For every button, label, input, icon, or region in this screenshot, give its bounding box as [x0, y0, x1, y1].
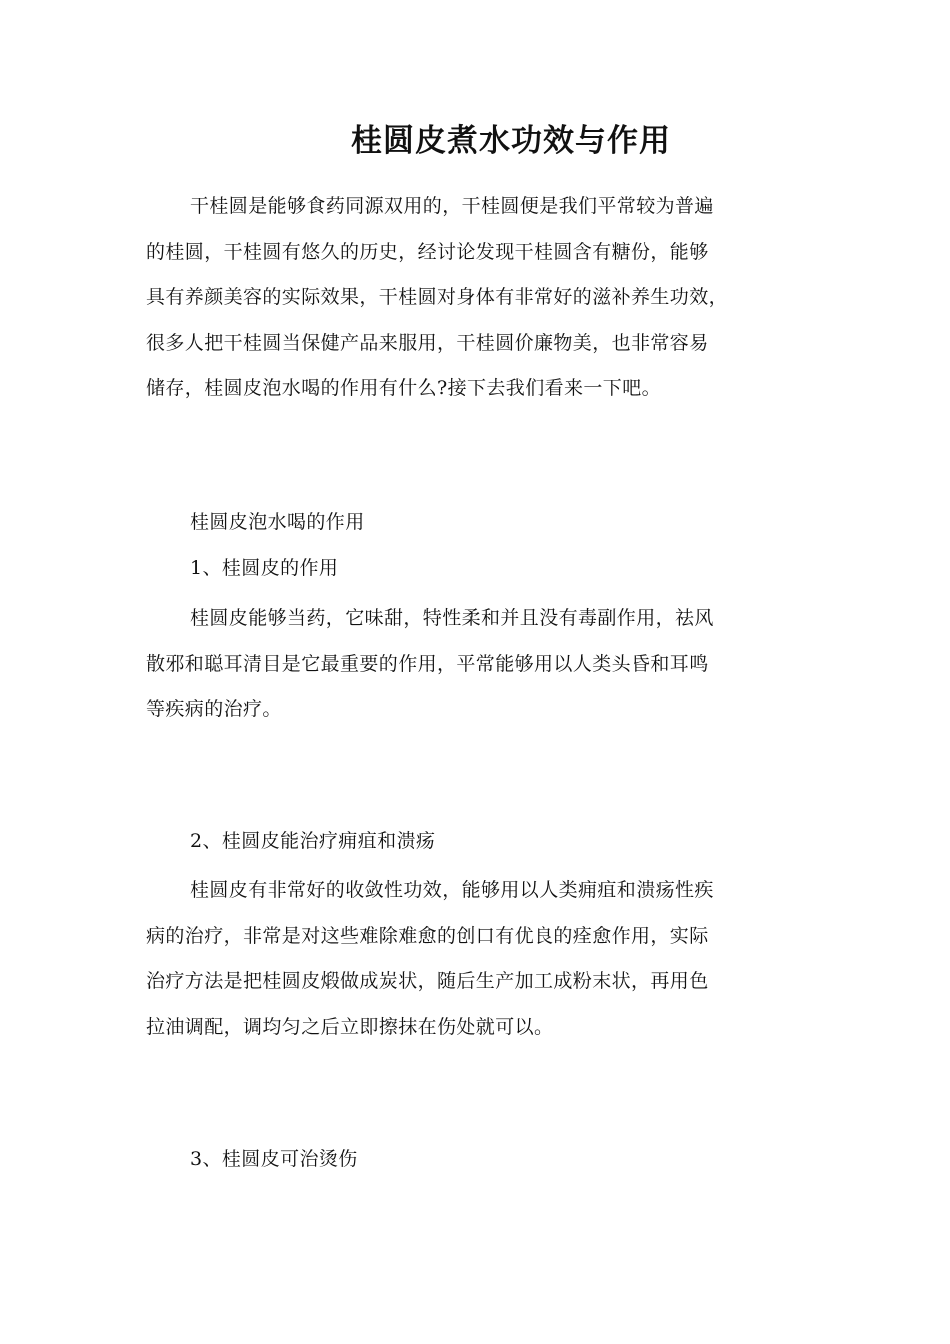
paragraph-line: 干桂圆是能够食药同源双用的，干桂圆便是我们平常较为普遍 [190, 195, 714, 217]
paragraph-line: 桂圆皮能够当药，它味甜，特性柔和并且没有毒副作用，祛风 [190, 607, 714, 629]
item2-heading: 2、桂圆皮能治疗痈疽和溃疡 [190, 830, 436, 852]
paragraph-line: 拉油调配，调均匀之后立即擦抹在伤处就可以。 [146, 1015, 554, 1038]
paragraph-line: 很多人把干桂圆当保健产品来服用，干桂圆价廉物美，也非常容易 [146, 331, 709, 354]
paragraph-line: 病的治疗，非常是对这些难除难愈的创口有优良的痊愈作用，实际 [146, 924, 709, 947]
paragraph-line: 桂圆皮有非常好的收敛性功效，能够用以人类痈疽和溃疡性疾 [190, 879, 714, 901]
paragraph-line: 储存，桂圆皮泡水喝的作用有什么?接下去我们看来一下吧。 [146, 377, 661, 399]
item2-paragraph [146, 868, 814, 1050]
item3-heading: 3、桂圆皮可治烫伤 [190, 1148, 358, 1170]
paragraph-line: 散邪和聪耳清目是它最重要的作用，平常能够用以人类头昏和耳鸣 [146, 652, 709, 675]
intro-paragraph [146, 184, 814, 412]
paragraph-line: 具有养颜美容的实际效果，干桂圆对身体有非常好的滋补养生功效， [146, 286, 729, 308]
paragraph-line: 治疗方法是把桂圆皮煅做成炭状，随后生产加工成粉末状，再用色 [146, 970, 709, 992]
paragraph-line: 的桂圆，干桂圆有悠久的历史，经讨论发现干桂圆含有糖份，能够 [146, 240, 709, 263]
paragraph-line: 等疾病的治疗。 [146, 698, 282, 720]
item1-paragraph [146, 596, 814, 733]
document-title: 桂圆皮煮水功效与作用 [351, 123, 671, 159]
section-heading: 桂圆皮泡水喝的作用 [190, 511, 365, 533]
item1-heading: 1、桂圆皮的作用 [190, 557, 339, 579]
